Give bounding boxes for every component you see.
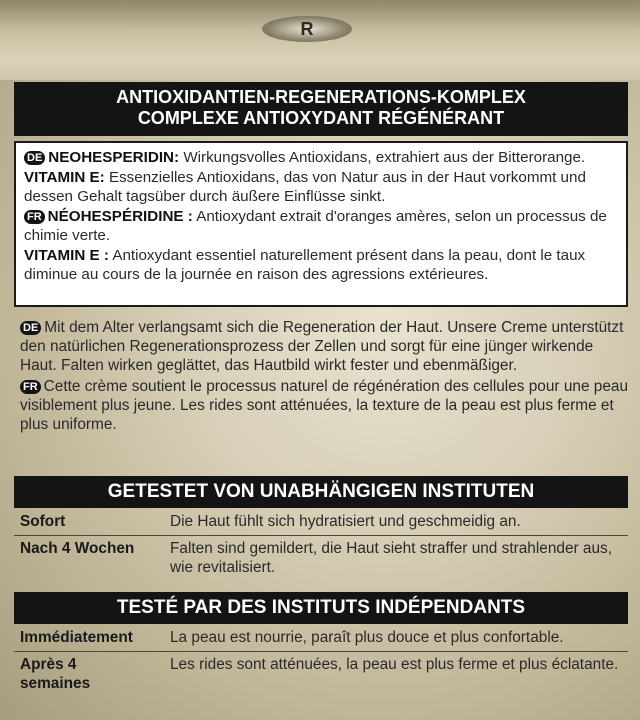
row-divider [14, 651, 628, 652]
row-text: Les rides sont atténuées, la peau est plus ferme et plus éclatante. [170, 655, 619, 673]
lang-badge-de: DE [24, 151, 45, 165]
brand-logo [262, 16, 352, 42]
ingredient-text: Essenzielles Antioxidans, das von Natur aus in der Haut vorkommt und dessen Gehalt tagsüber durch äußere Einflüsse sinkt. [24, 169, 586, 205]
ingredient-fr-1 [24, 207, 618, 245]
ingredient-de-2 [24, 168, 618, 206]
lang-badge-fr: FR [20, 380, 41, 394]
complex-title-banner [14, 82, 628, 136]
ingredient-text: Antioxydant extrait d'oranges amères, selon un processus de chimie verte. [24, 208, 607, 244]
package-top-band [0, 0, 640, 80]
ingredient-de-1 [24, 148, 618, 167]
ingredient-name: VITAMIN E: [24, 169, 105, 186]
row-label: Sofort [20, 513, 66, 530]
table-row [14, 655, 628, 694]
description-de-text: Mit dem Alter verlangsamt sich die Regeneration der Haut. Unsere Creme unterstützt den natürlichen Regenerationsprozess der Zellen und sorgt für eine jünger wirkende Haut. Falten wirken geglättet, das Hautbild wirkt fester und ebenmäßiger. [20, 319, 624, 375]
table-row [14, 539, 628, 578]
tested-de-banner: GETESTET VON UNABHÄNGIGEN INSTITUTEN [14, 476, 628, 508]
complex-title-fr: COMPLEXE ANTIOXYDANT RÉGÉNÉRANT [137, 108, 505, 128]
row-text: Die Haut fühlt sich hydratisiert und geschmeidig an. [170, 513, 521, 530]
table-row [14, 512, 628, 532]
ingredient-text: Wirkungsvolles Antioxidans, extrahiert aus der Bitterorange. [179, 149, 586, 166]
description-fr-text: Cette crème soutient le processus naturel de régénération des cellules pour une peau visiblement plus jeune. Les rides sont atténuées, la texture de la peau est plus ferme et plus uniforme. [20, 377, 629, 434]
row-text: Falten sind gemildert, die Haut sieht straffer und strahlender aus, wie revitalisiert. [170, 539, 613, 576]
ingredient-name: NEOHESPERIDIN: [48, 149, 180, 166]
description-de [20, 318, 630, 376]
ingredients-box [14, 141, 628, 307]
table-row [14, 628, 628, 648]
ingredient-fr-2 [24, 246, 618, 284]
row-label: Après 4 semaines [20, 655, 91, 692]
tested-de-table [14, 512, 628, 578]
tested-fr-banner: TESTÉ PAR DES INSTITUTS INDÉPENDANTS [14, 592, 628, 624]
lang-badge-de: DE [20, 321, 41, 335]
lang-badge-fr: FR [24, 210, 45, 224]
product-description [20, 318, 630, 435]
ingredient-name: VITAMIN E : [24, 247, 109, 264]
complex-title-de: ANTIOXIDANTIEN-REGENERATIONS-KOMPLEX [116, 87, 526, 107]
row-label: Immédiatement [20, 629, 133, 646]
row-label: Nach 4 Wochen [20, 539, 135, 557]
tested-fr-table [14, 628, 628, 694]
brand-logo-letter: R [300, 18, 314, 39]
row-text: La peau est nourrie, paraît plus douce et plus confortable. [170, 629, 564, 646]
ingredient-name: NÉOHESPÉRIDINE : [47, 208, 193, 225]
description-fr [20, 377, 630, 435]
row-divider [14, 535, 628, 536]
ingredient-text: Antioxydant essentiel naturellement présent dans la peau, dont le taux diminue au cours de la journée en raison des agressions extérieures. [24, 247, 586, 283]
